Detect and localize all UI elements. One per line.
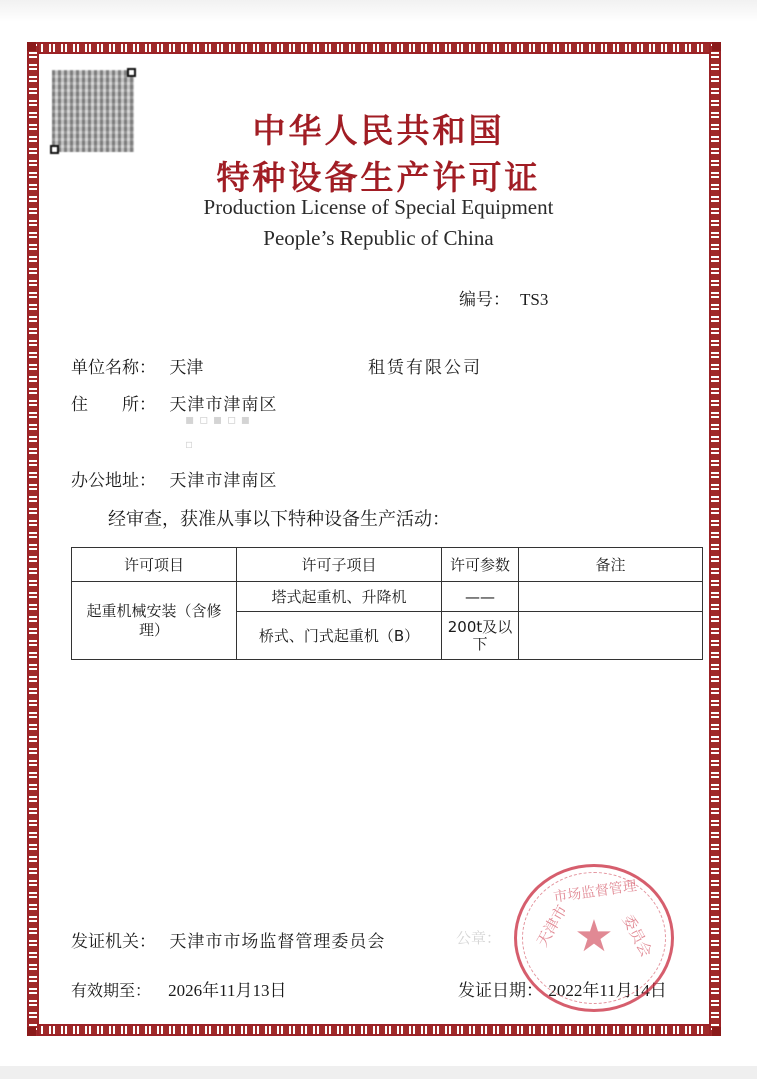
- official-seal: [514, 864, 674, 1012]
- qr-finder: [127, 68, 136, 77]
- address-value: 天津市津南区: [169, 395, 278, 415]
- approval-statement: 经审查，获准从事以下特种设备生产活动：: [108, 509, 450, 530]
- border-top: [27, 42, 721, 54]
- license-note: [519, 612, 703, 660]
- border-corner: [712, 1027, 721, 1036]
- border-corner: [27, 1027, 36, 1036]
- issue-date-value: 2022年11月14日: [548, 981, 667, 1000]
- address-label: 住 所：: [71, 395, 156, 415]
- issuer-field: [71, 927, 385, 952]
- seal-text-top: 市场监督管理: [552, 878, 638, 906]
- issue-date-label: 发证日期：: [458, 981, 543, 1001]
- page-bottom-edge: [0, 1066, 757, 1079]
- table-header-row: [72, 548, 703, 582]
- office-address-label: 办公地址：: [71, 471, 156, 491]
- unit-name-suffix: 租赁有限公司: [368, 358, 482, 378]
- certificate-number: [459, 285, 548, 310]
- certificate-number-value: TS3: [520, 290, 549, 309]
- license-project: 起重机械安装（含修理）: [72, 582, 237, 660]
- title-cn-license: 特种设备生产许可证: [216, 158, 541, 197]
- star-icon: ★: [574, 911, 614, 963]
- license-parameter: 200t及以下: [442, 612, 519, 660]
- valid-until-field: [71, 976, 286, 1001]
- seal-label: 公章：: [456, 929, 502, 947]
- table-header: 许可项目: [72, 548, 237, 582]
- license-parameter: ——: [442, 582, 519, 612]
- border-bottom: [27, 1024, 721, 1036]
- border-corner: [27, 42, 36, 51]
- license-note: [519, 582, 703, 612]
- scan-shadow: [0, 0, 757, 22]
- office-address-value: 天津市津南区: [169, 471, 278, 491]
- issuer-label: 发证机关：: [71, 932, 156, 952]
- address-redacted: ▪ ▫ ▪ ▫ ▪: [185, 412, 251, 428]
- seal-text-left: 天津市: [532, 901, 571, 950]
- title-en-country: People’s Republic of China: [263, 226, 494, 250]
- seal-text-right: 委员会: [618, 911, 656, 960]
- unit-name-label: 单位名称：: [71, 358, 156, 378]
- unit-name-field: [71, 353, 203, 378]
- valid-until-value: 2026年11月13日: [168, 981, 287, 1000]
- title-en-license: Production License of Special Equipment: [203, 195, 554, 219]
- license-sub-item: 桥式、门式起重机（B）: [237, 612, 442, 660]
- license-sub-item: 塔式起重机、升降机: [237, 582, 442, 612]
- table-header: 备注: [519, 548, 703, 582]
- license-table: [71, 547, 703, 660]
- unit-name-prefix: 天津: [169, 358, 204, 378]
- certificate-number-label: 编号：: [459, 290, 510, 310]
- issuer-value: 天津市市场监督管理委员会: [169, 932, 386, 952]
- table-row: [72, 582, 703, 612]
- border-corner: [712, 42, 721, 51]
- table-header: 许可参数: [442, 548, 519, 582]
- office-address-field: [71, 466, 277, 491]
- title-cn-country: 中华人民共和国: [252, 111, 505, 150]
- address-redacted: ▫: [185, 437, 194, 451]
- valid-until-label: 有效期至：: [71, 981, 152, 1000]
- table-header: 许可子项目: [237, 548, 442, 582]
